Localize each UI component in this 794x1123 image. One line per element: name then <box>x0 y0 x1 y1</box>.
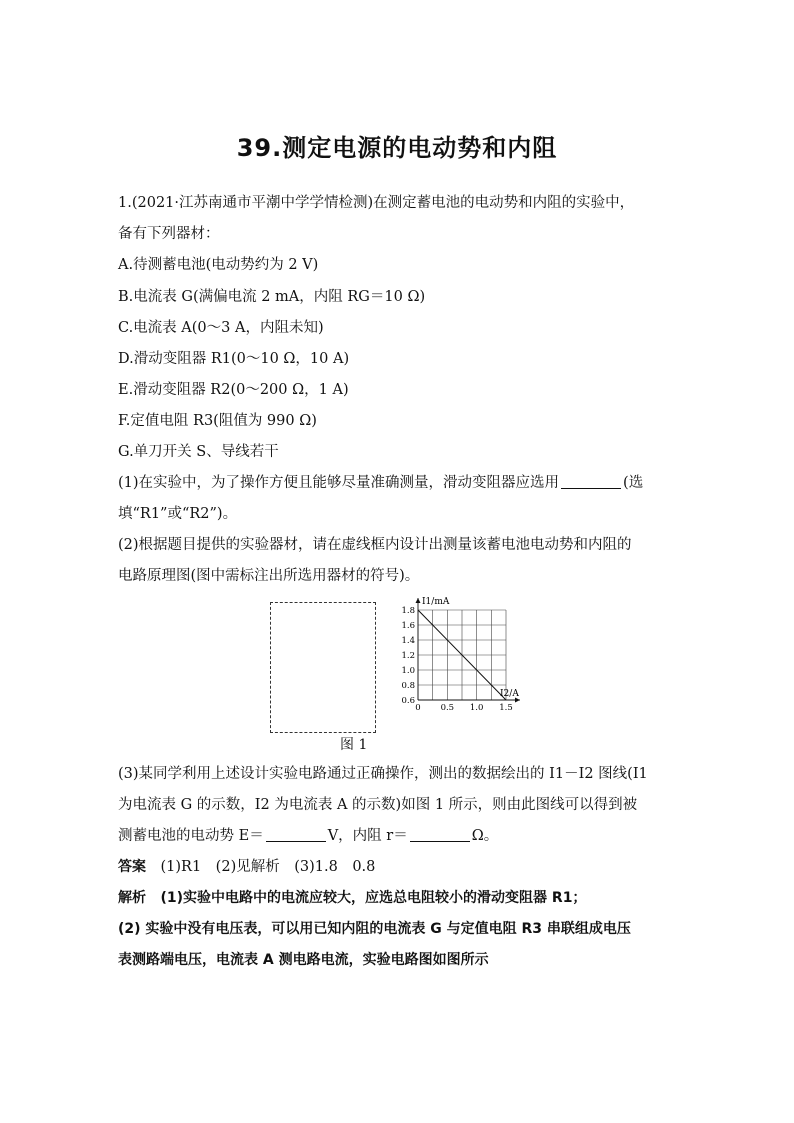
x-tick-label: 0 <box>415 703 421 713</box>
analysis-line-2: (2) 实验中没有电压表，可以用已知内阻的电流表 G 与定值电阻 R3 串联组成电压 <box>118 921 631 937</box>
y-tick-label: 1.8 <box>401 606 415 616</box>
y-tick-label: 1.6 <box>401 621 415 631</box>
question-2: (2)根据题目提供的实验器材，请在虚线框内设计出测量该蓄电池电动势和内阻的 <box>118 537 632 553</box>
answer-blank-emf[interactable] <box>266 827 326 842</box>
item-e: E.滑动变阻器 R2(0～200 Ω，1 A) <box>118 382 349 398</box>
analysis <box>118 888 586 908</box>
item-a: A.待测蓄电池(电动势约为 2 V) <box>118 257 319 273</box>
question-intro: 1.(2021·江苏南通市平潮中学学情检测)在测定蓄电池的电动势和内阻的实验中， <box>118 195 635 211</box>
y-tick-label: 0.8 <box>401 681 415 691</box>
y-tick-label: 0.6 <box>401 696 415 706</box>
item-b: B.电流表 G(满偏电流 2 mA，内阻 RG＝10 Ω) <box>118 289 426 305</box>
question-3: (3)某同学利用上述设计实验电路通过正确操作，测出的数据绘出的 I1－I2 图线(I1 <box>118 766 648 782</box>
item-d: D.滑动变阻器 R1(0～10 Ω，10 A) <box>118 351 350 367</box>
item-g: G.单刀开关 S、导线若干 <box>118 444 279 460</box>
x-tick-label: 1.5 <box>499 703 513 713</box>
analysis-line-3: 表测路端电压，电流表 A 测电路电流，实验电路图如图所示 <box>118 952 489 968</box>
question-1-cont: 填“R1”或“R2”)。 <box>118 506 238 522</box>
circuit-drawing-box[interactable] <box>270 602 376 733</box>
i1-i2-chart <box>388 592 538 717</box>
answer <box>118 857 375 877</box>
analysis-label: 解析 <box>118 890 146 906</box>
x-tick-label: 0.5 <box>440 703 455 713</box>
question-3-cont-2: 测蓄电池的电动势 E＝ V，内阻 r＝ Ω。 <box>118 828 499 844</box>
figure-caption: 图 1 <box>340 737 368 753</box>
answer-blank-1[interactable] <box>561 474 621 489</box>
answer-blank-resistance[interactable] <box>410 827 470 842</box>
analysis-line-1: (1)实验中电路中的电流应较大，应选总电阻较小的滑动变阻器 R1； <box>160 890 587 906</box>
y-tick-label: 1.0 <box>401 666 415 676</box>
question-2-cont: 电路原理图(图中需标注出所选用器材的符号)。 <box>118 568 420 584</box>
question-1: (1)在实验中，为了操作方便且能够尽量准确测量，滑动变阻器应选用 (选 <box>118 475 644 491</box>
chart-axes <box>416 598 521 703</box>
question-3-cont: 为电流表 G 的示数，I2 为电流表 A 的示数)如图 1 所示，则由此图线可以得到被 <box>118 797 638 813</box>
item-c: C.电流表 A(0～3 A，内阻未知) <box>118 320 324 336</box>
y-tick-label: 1.4 <box>401 636 415 646</box>
answer-label: 答案 <box>118 859 146 875</box>
y-axis-arrow <box>416 598 421 603</box>
y-tick-label: 1.2 <box>401 651 415 661</box>
page-title: 39.测定电源的电动势和内阻 <box>236 134 558 162</box>
question-intro-2: 备有下列器材： <box>118 226 220 242</box>
item-f: F.定值电阻 R3(阻值为 990 Ω) <box>118 413 317 429</box>
y-axis-label: I1/mA <box>422 597 450 607</box>
x-tick-label: 1.0 <box>469 703 484 713</box>
x-axis-label: I2/A <box>500 689 519 699</box>
answer-text: (1)R1 (2)见解析 (3)1.8 0.8 <box>160 859 376 875</box>
